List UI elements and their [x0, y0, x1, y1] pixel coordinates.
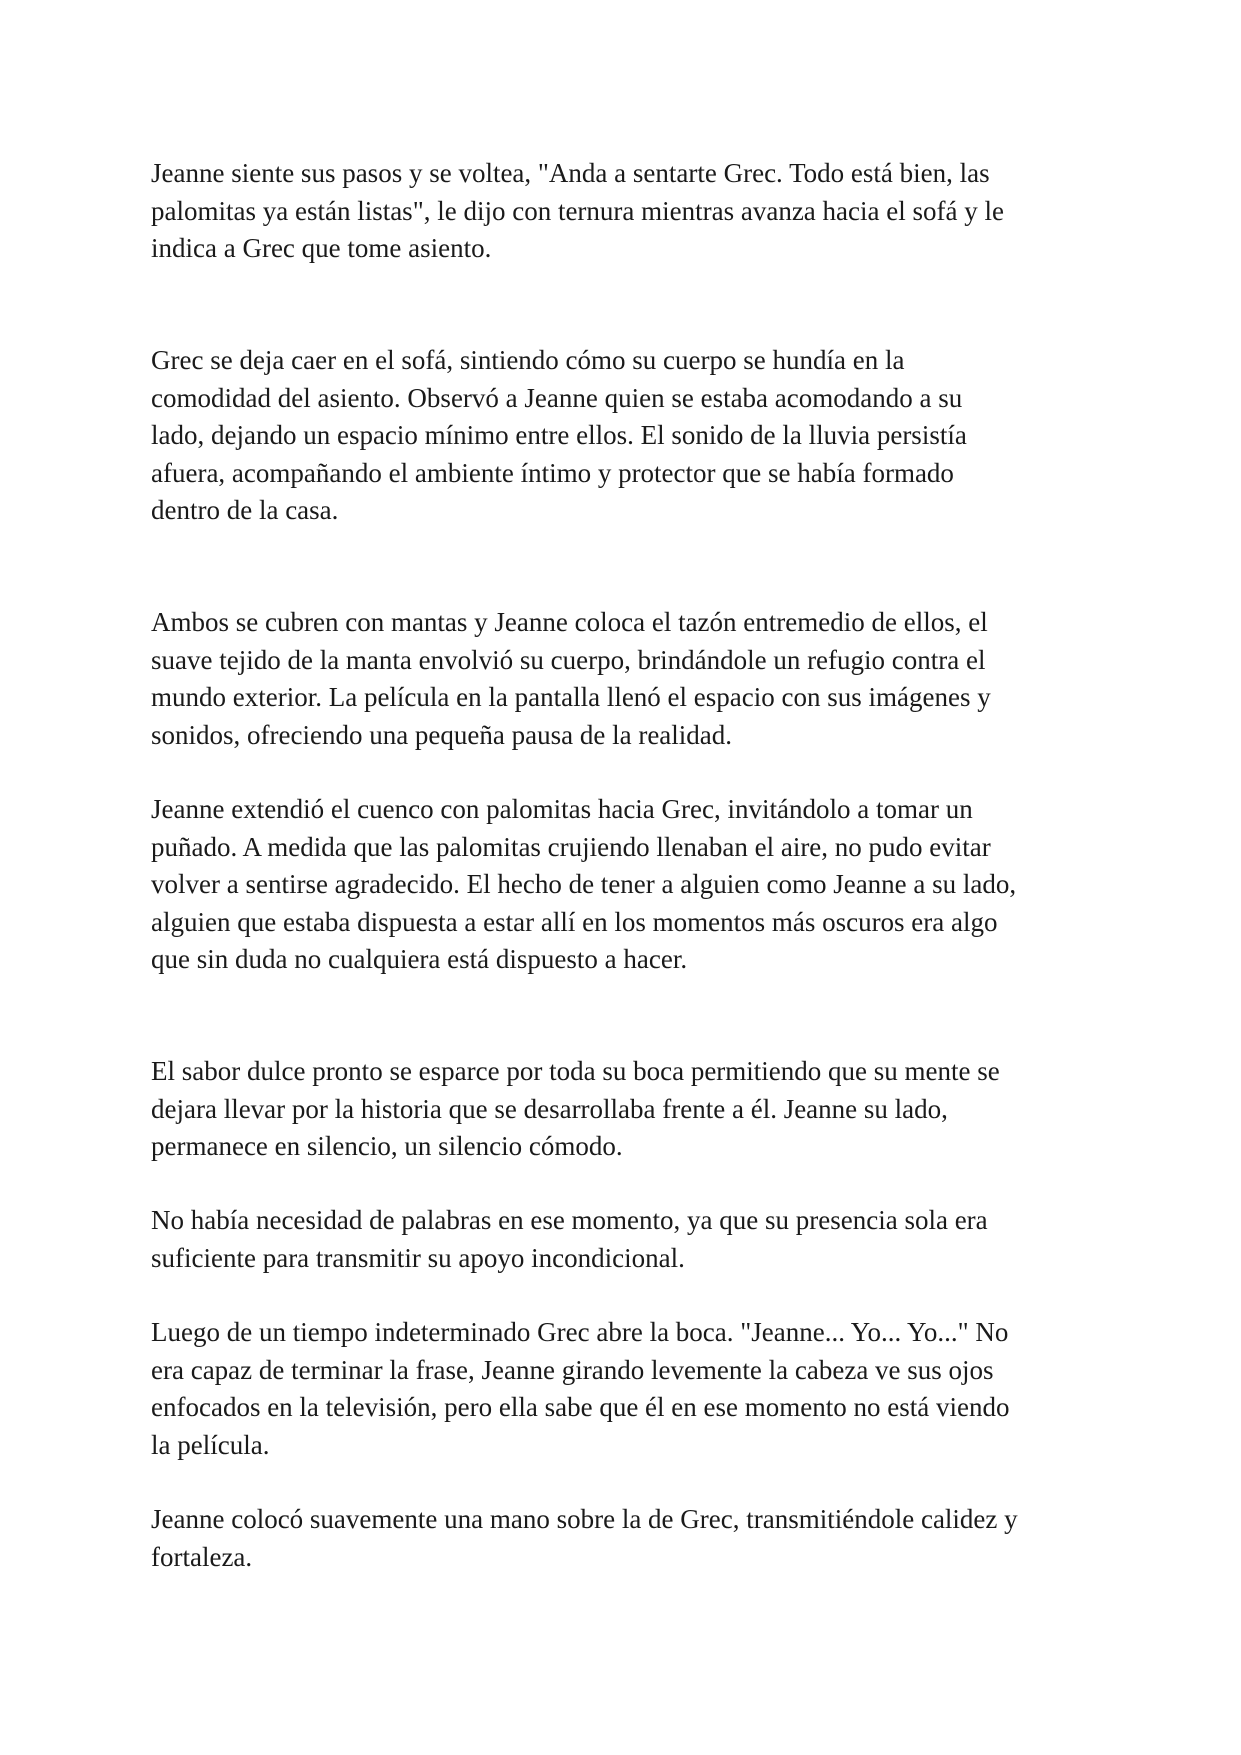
paragraph-1	[151, 155, 1111, 268]
text-line: indica a Grec que tome asiento.	[151, 233, 492, 264]
text-line: lado, dejando un espacio mínimo entre ellos. El sonido de la lluvia persistía	[151, 420, 967, 451]
text-line: Ambos se cubren con mantas y Jeanne coloca el tazón entremedio de ellos, el	[151, 607, 988, 637]
text-line: alguien que estaba dispuesta a estar allí en los momentos más oscuros era algo	[151, 906, 998, 937]
text-line: Luego de un tiempo indeterminado Grec abre la boca. "Jeanne... Yo... Yo..." No	[151, 1317, 1009, 1347]
text-line: sonidos, ofreciendo una pequeña pausa de la realidad.	[151, 719, 733, 750]
text-line: No había necesidad de palabras en ese momento, ya que su presencia sola era	[151, 1205, 988, 1235]
text-line: dentro de la casa.	[151, 495, 339, 526]
paragraph-4	[151, 791, 1111, 979]
text-line: suave tejido de la manta envolvió su cuerpo, brindándole un refugio contra el	[151, 644, 986, 675]
text-line: El sabor dulce pronto se esparce por toda su boca permitiendo que su mente se	[151, 1056, 1000, 1086]
text-line: volver a sentirse agradecido. El hecho de tener a alguien como Jeanne a su lado,	[151, 869, 1017, 900]
text-line: Jeanne siente sus pasos y se voltea, "Anda a sentarte Grec. Todo está bien, las	[151, 158, 990, 188]
text-line: afuera, acompañando el ambiente íntimo y protector que se había formado	[151, 457, 954, 488]
paragraph-5	[151, 1053, 1111, 1166]
text-line: suficiente para transmitir su apoyo incondicional.	[151, 1242, 685, 1273]
text-line: Jeanne extendió el cuenco con palomitas hacia Grec, invitándolo a tomar un	[151, 794, 973, 824]
text-line: enfocados en la televisión, pero ella sabe que él en ese momento no está viendo	[151, 1392, 1010, 1423]
text-line: Jeanne colocó suavemente una mano sobre la de Grec, transmitiéndole calidez y	[151, 1504, 1018, 1534]
text-line: fortaleza.	[151, 1541, 253, 1572]
text-line: puñado. A medida que las palomitas crujiendo llenaban el aire, no pudo evitar	[151, 831, 991, 862]
paragraph-8	[151, 1501, 1111, 1576]
text-line: mundo exterior. La película en la pantalla llenó el espacio con sus imágenes y	[151, 682, 991, 713]
text-line: permanece en silencio, un silencio cómodo.	[151, 1131, 623, 1162]
paragraph-3	[151, 604, 1111, 754]
text-line: que sin duda no cualquiera está dispuesto a hacer.	[151, 944, 688, 975]
paragraph-2	[151, 342, 1111, 530]
paragraph-6	[151, 1202, 1111, 1277]
text-line: dejara llevar por la historia que se desarrollaba frente a él. Jeanne su lado,	[151, 1093, 948, 1124]
paragraph-7	[151, 1314, 1111, 1464]
text-line: la película.	[151, 1429, 270, 1460]
text-line: comodidad del asiento. Observó a Jeanne quien se estaba acomodando a su	[151, 382, 963, 413]
text-line: Grec se deja caer en el sofá, sintiendo cómo su cuerpo se hundía en la	[151, 345, 905, 375]
text-line: palomitas ya están listas", le dijo con ternura mientras avanza hacia el sofá y le	[151, 195, 1004, 226]
text-line: era capaz de terminar la frase, Jeanne girando levemente la cabeza ve sus ojos	[151, 1354, 994, 1385]
